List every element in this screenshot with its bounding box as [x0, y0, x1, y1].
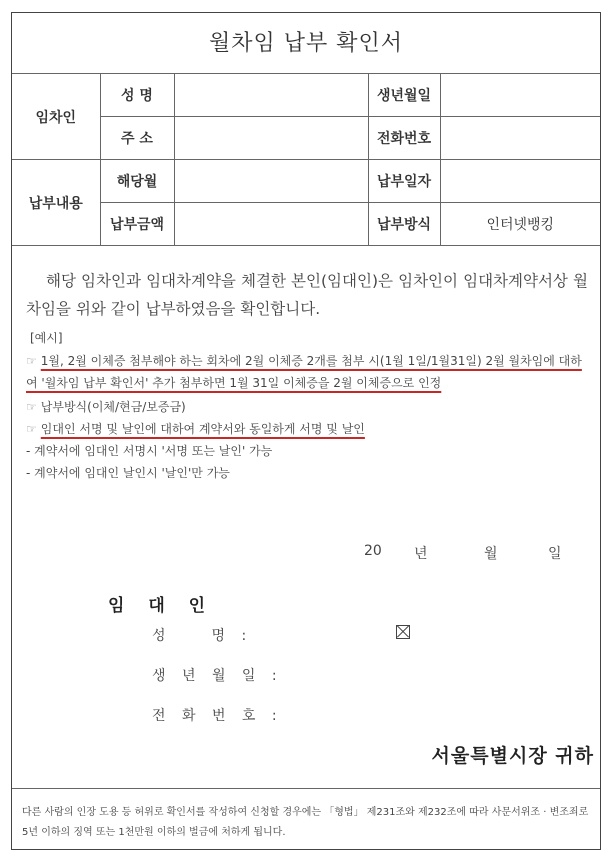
method-label: 납부방식 [368, 203, 440, 246]
birth-field[interactable] [440, 74, 600, 117]
pointer-icon: ☞ [26, 422, 37, 436]
phone-label: 전화번호 [368, 117, 440, 160]
note-1 [26, 350, 590, 394]
pay-date-field[interactable] [440, 160, 600, 203]
date-year-unit: 년 [414, 546, 428, 562]
document-title: 월차임 납부 확인서 [208, 31, 403, 56]
address-field[interactable] [174, 117, 368, 160]
legal-warning-footer: 다른 사람의 인장 도용 등 허위로 확인서를 작성하여 신청할 경우에는 「형법」 제231조와 제232조에 따라 사문서위조 · 변조죄로 5년 이하의 징역 또는 1천만원 이하의 벌금에 처하게 됩니다. [12, 788, 600, 843]
amount-field[interactable] [174, 203, 368, 246]
landlord-heading: 임 대 인 [108, 596, 215, 616]
pointer-icon: ☞ [26, 354, 37, 368]
date-year: 20 [364, 543, 382, 559]
note-3-text: 임대인 서명 및 날인에 대하여 계약서와 동일하게 서명 및 날인 [40, 422, 365, 436]
confirmation-paragraph: 해당 임차인과 임대차계약을 체결한 본인(임대인)은 임차인이 임대차계약서상 월차임을 위와 같이 납부하였음을 확인합니다. [26, 272, 588, 318]
name-label: 성 명 [100, 74, 174, 117]
example-label: [예시] [30, 331, 63, 345]
pay-date-label: 납부일자 [368, 160, 440, 203]
date-day-unit: 일 [548, 546, 562, 562]
date-month-unit: 월 [484, 546, 498, 562]
landlord-birth-label: 생 년 월 일 : [152, 668, 283, 684]
info-table [12, 73, 600, 246]
birth-label: 생년월일 [368, 74, 440, 117]
payment-label: 납부내용 [12, 160, 100, 246]
note-1-text: 1월, 2월 이체증 첨부해야 하는 회차에 2월 이체증 2개를 첨부 시(1월 1일/1월31일) 2월 월차임에 대하여 '월차임 납부 확인서' 추가 첨부하면 1월 31일 이체증을 2월 이체증으로 인정 [26, 354, 582, 390]
addressee: 서울특별시장 귀하 [431, 745, 594, 767]
note-2-text: 납부방식(이체/현금/보증금) [40, 400, 186, 414]
method-value[interactable]: 인터넷뱅킹 [440, 203, 600, 246]
name-field[interactable] [174, 74, 368, 117]
month-field[interactable] [174, 160, 368, 203]
phone-field[interactable] [440, 117, 600, 160]
amount-label: 납부금액 [100, 203, 174, 246]
note-2 [26, 396, 590, 418]
document [11, 12, 601, 850]
note-4: - 계약서에 임대인 서명시 '서명 또는 날인' 가능 [26, 444, 273, 458]
seal-checkbox-icon[interactable] [396, 625, 410, 639]
note-5: - 계약서에 임대인 날인시 '날인'만 가능 [26, 466, 230, 480]
month-label: 해당월 [100, 160, 174, 203]
address-label: 주 소 [100, 117, 174, 160]
note-3 [26, 418, 590, 440]
pointer-icon: ☞ [26, 400, 37, 414]
landlord-phone-label: 전 화 번 호 : [152, 708, 283, 724]
tenant-label: 임차인 [12, 74, 100, 160]
landlord-name-label: 성 명 : [152, 628, 253, 644]
